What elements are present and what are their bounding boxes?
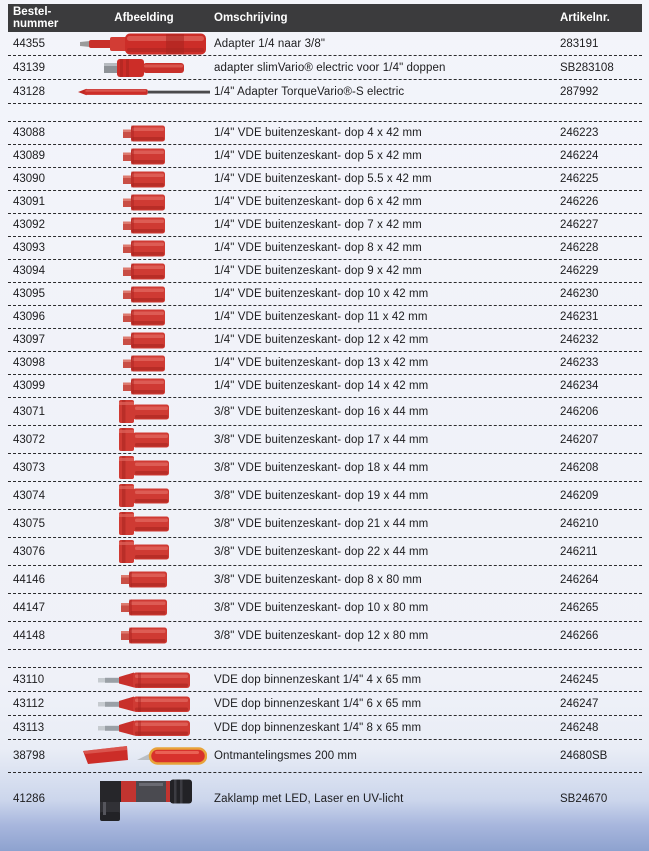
product-image	[78, 399, 210, 424]
order-number-cell: 43071	[13, 405, 45, 418]
three-eighth-long-socket-icon	[121, 570, 167, 589]
description-cell: 1/4" VDE buitenzeskant- dop 5.5 x 42 mm	[214, 173, 432, 185]
group-spacer	[8, 650, 642, 668]
order-number-cell: 43096	[13, 311, 45, 323]
table-row	[8, 214, 642, 237]
description-cell: 1/4" VDE buitenzeskant- dop 4 x 42 mm	[214, 127, 422, 139]
order-number-cell: 43097	[13, 334, 45, 346]
slimvario-adapter-icon	[104, 58, 184, 78]
article-number-cell: 246208	[560, 461, 599, 474]
description-cell: VDE dop binnenzeskant 1/4" 8 x 65 mm	[214, 721, 422, 734]
description-cell: 3/8" VDE buitenzeskant- dop 17 x 44 mm	[214, 433, 429, 446]
article-number-cell: 246248	[560, 721, 599, 734]
order-number-cell: 43139	[13, 61, 45, 74]
table-row	[8, 283, 642, 306]
article-number-cell: 246234	[560, 380, 599, 392]
column-header-artikelnr: Artikelnr.	[560, 12, 610, 24]
stripping-knife-icon	[81, 745, 207, 767]
table-row	[8, 168, 642, 191]
quarter-inch-socket-icon	[123, 125, 165, 142]
table-row	[8, 740, 642, 773]
three-eighth-long-socket-icon	[121, 626, 167, 645]
table-row	[8, 306, 642, 329]
article-number-cell: 283191	[560, 37, 599, 50]
article-number-cell: 246210	[560, 517, 599, 530]
article-number-cell: 246232	[560, 334, 599, 346]
hex-bit-socket-icon	[98, 671, 190, 689]
article-number-cell: 246206	[560, 405, 599, 418]
three-eighth-socket-icon	[119, 483, 169, 508]
product-image	[78, 671, 210, 689]
table-body	[8, 32, 642, 825]
table-row	[8, 594, 642, 622]
product-image	[78, 309, 210, 326]
article-number-cell: 246230	[560, 288, 599, 300]
product-image	[78, 483, 210, 508]
product-group-sockets-three-eighth	[8, 398, 642, 650]
table-row	[8, 510, 642, 538]
three-eighth-socket-icon	[119, 511, 169, 536]
table-row	[8, 329, 642, 352]
quarter-inch-socket-icon	[123, 194, 165, 211]
product-image	[78, 263, 210, 280]
product-group-adapters	[8, 32, 642, 104]
table-row	[8, 80, 642, 104]
order-number-cell: 43094	[13, 265, 45, 277]
quarter-inch-socket-icon	[123, 217, 165, 234]
table-header	[8, 4, 642, 32]
table-row	[8, 191, 642, 214]
torquevario-rod-icon	[78, 87, 210, 97]
group-spacer	[8, 104, 642, 122]
article-number-cell: 246224	[560, 150, 599, 162]
description-cell: 1/4" VDE buitenzeskant- dop 8 x 42 mm	[214, 242, 422, 254]
description-cell: 1/4" VDE buitenzeskant- dop 5 x 42 mm	[214, 150, 422, 162]
order-number-cell: 43095	[13, 288, 45, 300]
product-image	[78, 695, 210, 713]
article-number-cell: 246264	[560, 573, 599, 586]
quarter-inch-socket-icon	[123, 332, 165, 349]
order-number-cell: 43113	[13, 721, 45, 734]
description-cell: 1/4" VDE buitenzeskant- dop 6 x 42 mm	[214, 196, 422, 208]
order-number-cell: 43088	[13, 127, 45, 139]
description-cell: 1/4" VDE buitenzeskant- dop 14 x 42 mm	[214, 380, 429, 392]
product-image	[78, 511, 210, 536]
order-number-cell: 43089	[13, 150, 45, 162]
article-number-cell: 246247	[560, 697, 599, 710]
order-number-cell: 43075	[13, 517, 45, 530]
description-cell: adapter slimVario® electric voor 1/4" doppen	[214, 61, 446, 74]
product-image	[78, 378, 210, 395]
quarter-inch-socket-icon	[123, 355, 165, 372]
product-group-flashlight	[8, 773, 642, 825]
article-number-cell: 246229	[560, 265, 599, 277]
three-eighth-socket-icon	[119, 399, 169, 424]
article-number-cell: SB283108	[560, 61, 614, 74]
order-number-cell: 43076	[13, 545, 45, 558]
table-row	[8, 398, 642, 426]
quarter-inch-socket-icon	[123, 286, 165, 303]
product-image	[78, 332, 210, 349]
description-cell: 1/4" VDE buitenzeskant- dop 13 x 42 mm	[214, 357, 429, 369]
order-number-cell: 43074	[13, 489, 45, 502]
order-number-cell: 44355	[13, 37, 45, 50]
three-eighth-socket-icon	[119, 455, 169, 480]
order-number-cell: 43099	[13, 380, 45, 392]
product-image	[78, 58, 210, 78]
table-row	[8, 145, 642, 168]
hex-bit-socket-icon	[98, 695, 190, 713]
product-image	[78, 745, 210, 767]
quarter-inch-socket-icon	[123, 240, 165, 257]
product-image	[78, 570, 210, 589]
article-number-cell: 246233	[560, 357, 599, 369]
description-cell: 3/8" VDE buitenzeskant- dop 10 x 80 mm	[214, 601, 429, 614]
description-cell: 3/8" VDE buitenzeskant- dop 8 x 80 mm	[214, 573, 422, 586]
description-cell: 3/8" VDE buitenzeskant- dop 21 x 44 mm	[214, 517, 429, 530]
table-row	[8, 622, 642, 650]
product-image	[78, 455, 210, 480]
order-number-cell: 43073	[13, 461, 45, 474]
order-number-cell: 43092	[13, 219, 45, 231]
table-row	[8, 375, 642, 398]
article-number-cell: 246207	[560, 433, 599, 446]
description-cell: 1/4" VDE buitenzeskant- dop 10 x 42 mm	[214, 288, 429, 300]
article-number-cell: 246223	[560, 127, 599, 139]
article-number-cell: 246228	[560, 242, 599, 254]
description-cell: 1/4" VDE buitenzeskant- dop 9 x 42 mm	[214, 265, 422, 277]
article-number-cell: 287992	[560, 85, 599, 98]
table-row	[8, 260, 642, 283]
quarter-inch-socket-icon	[123, 171, 165, 188]
three-eighth-long-socket-icon	[121, 598, 167, 617]
product-image	[78, 427, 210, 452]
description-cell: VDE dop binnenzeskant 1/4" 4 x 65 mm	[214, 673, 422, 686]
order-number-cell: 43110	[13, 673, 45, 686]
quarter-inch-socket-icon	[123, 309, 165, 326]
order-number-cell: 43091	[13, 196, 45, 208]
description-cell: 1/4" VDE buitenzeskant- dop 12 x 42 mm	[214, 334, 429, 346]
product-table	[8, 4, 642, 825]
description-cell: 3/8" VDE buitenzeskant- dop 18 x 44 mm	[214, 461, 429, 474]
article-number-cell: 246266	[560, 629, 599, 642]
column-header-afbeelding: Afbeelding	[114, 12, 174, 24]
table-row	[8, 237, 642, 260]
description-cell: VDE dop binnenzeskant 1/4" 6 x 65 mm	[214, 697, 422, 710]
article-number-cell: 246227	[560, 219, 599, 231]
order-number-cell: 41286	[13, 793, 45, 805]
table-row	[8, 426, 642, 454]
table-row	[8, 566, 642, 594]
column-header-bestelnummer: Bestel-nummer	[13, 5, 59, 30]
table-row	[8, 56, 642, 80]
order-number-cell: 43090	[13, 173, 45, 185]
product-image	[78, 355, 210, 372]
table-row	[8, 692, 642, 716]
product-image	[78, 598, 210, 617]
article-number-cell: SB24670	[560, 793, 608, 805]
article-number-cell: 246211	[560, 545, 598, 558]
order-number-cell: 44146	[13, 573, 45, 586]
product-group-hex-bit-sockets	[8, 668, 642, 740]
description-cell: 1/4" VDE buitenzeskant- dop 11 x 42 mm	[214, 311, 428, 323]
order-number-cell: 43112	[13, 697, 45, 710]
product-image	[78, 148, 210, 165]
table-row	[8, 716, 642, 740]
flashlight-icon	[94, 777, 194, 822]
quarter-inch-socket-icon	[123, 148, 165, 165]
product-image	[78, 32, 210, 56]
product-image	[78, 777, 210, 822]
table-row	[8, 122, 642, 145]
article-number-cell: 246225	[560, 173, 599, 185]
column-header-omschrijving: Omschrijving	[214, 12, 288, 24]
description-cell: Ontmantelingsmes 200 mm	[214, 750, 357, 762]
quarter-inch-socket-icon	[123, 378, 165, 395]
order-number-cell: 44147	[13, 601, 45, 614]
product-image	[78, 194, 210, 211]
description-cell: 3/8" VDE buitenzeskant- dop 12 x 80 mm	[214, 629, 429, 642]
article-number-cell: 246226	[560, 196, 599, 208]
table-row	[8, 454, 642, 482]
description-cell: 3/8" VDE buitenzeskant- dop 19 x 44 mm	[214, 489, 429, 502]
three-eighth-socket-icon	[119, 427, 169, 452]
quarter-inch-socket-icon	[123, 263, 165, 280]
order-number-cell: 43128	[13, 85, 45, 98]
order-number-cell: 44148	[13, 629, 45, 642]
order-number-cell: 43098	[13, 357, 45, 369]
product-image	[78, 217, 210, 234]
product-image	[78, 87, 210, 97]
article-number-cell: 246265	[560, 601, 599, 614]
product-image	[78, 240, 210, 257]
hex-bit-socket-icon	[98, 719, 190, 737]
product-image	[78, 719, 210, 737]
order-number-cell: 38798	[13, 750, 45, 762]
table-row	[8, 538, 642, 566]
product-image	[78, 125, 210, 142]
table-row	[8, 32, 642, 56]
article-number-cell: 246231	[560, 311, 599, 323]
product-group-sockets-quarter-42mm	[8, 122, 642, 398]
table-row	[8, 668, 642, 692]
order-number-cell: 43093	[13, 242, 45, 254]
description-cell: 1/4" Adapter TorqueVario®-S electric	[214, 85, 405, 98]
order-number-cell: 43072	[13, 433, 45, 446]
table-row	[8, 352, 642, 375]
description-cell: 3/8" VDE buitenzeskant- dop 22 x 44 mm	[214, 545, 429, 558]
article-number-cell: 246209	[560, 489, 599, 502]
article-number-cell: 246245	[560, 673, 599, 686]
description-cell: 1/4" VDE buitenzeskant- dop 7 x 42 mm	[214, 219, 422, 231]
description-cell: Adapter 1/4 naar 3/8"	[214, 37, 326, 50]
table-row	[8, 482, 642, 510]
product-image	[78, 286, 210, 303]
three-eighth-socket-icon	[119, 539, 169, 564]
table-row	[8, 773, 642, 825]
product-image	[78, 171, 210, 188]
product-group-stripping-knife	[8, 740, 642, 773]
product-image	[78, 626, 210, 645]
description-cell: 3/8" VDE buitenzeskant- dop 16 x 44 mm	[214, 405, 429, 418]
adapter-1-4-to-3-8-icon	[80, 32, 208, 56]
description-cell: Zaklamp met LED, Laser en UV-licht	[214, 793, 404, 805]
product-image	[78, 539, 210, 564]
article-number-cell: 24680SB	[560, 750, 608, 762]
